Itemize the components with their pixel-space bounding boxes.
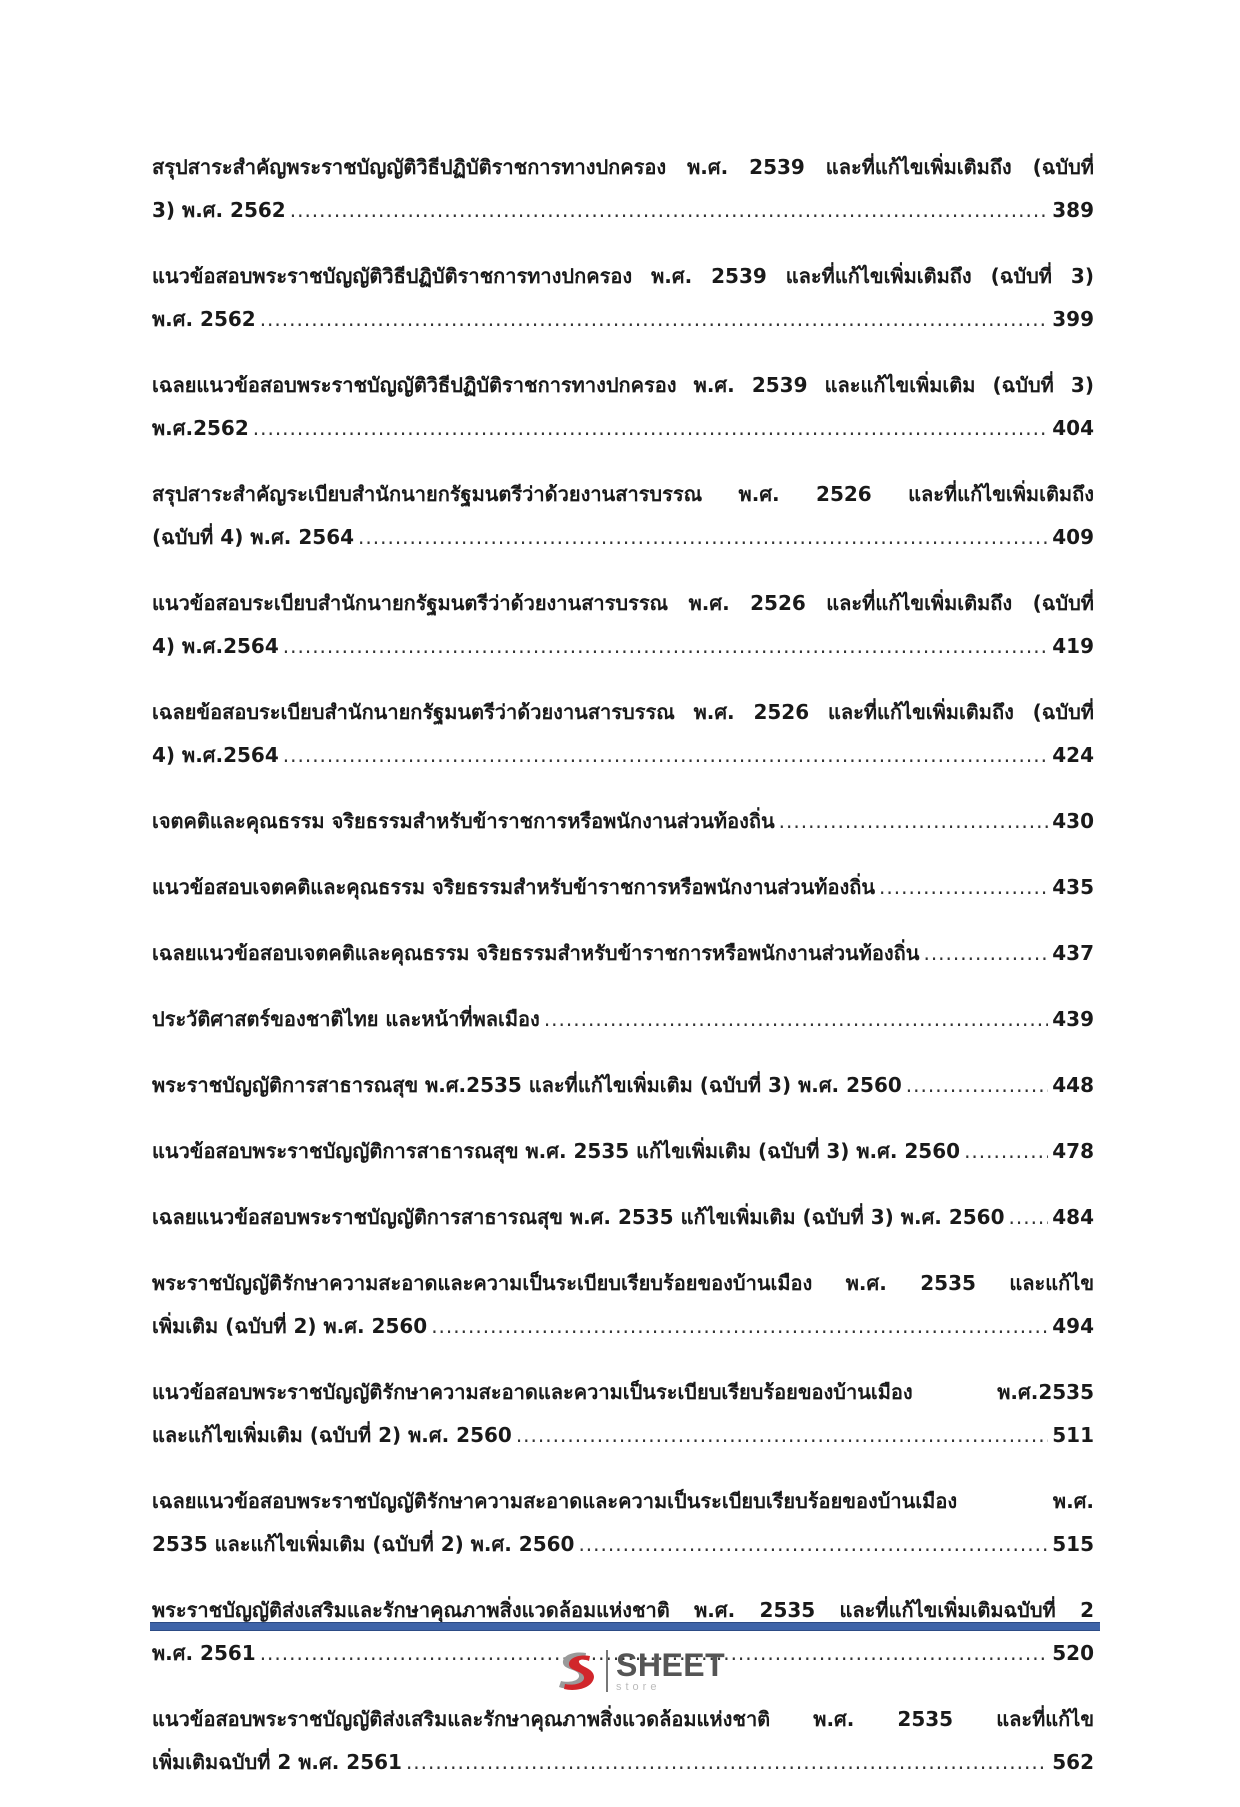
toc-entry-title: เฉลยข้อสอบระเบียบสำนักนายกรัฐมนตรีว่าด้วยงานสารบรรณ พ.ศ. 2526 และที่แก้ไขเพิ่มเติมถึง (ฉบับที่ <box>152 700 1094 724</box>
sheet-store-logo <box>552 1645 725 1697</box>
logo-subtitle: store <box>616 1681 661 1693</box>
toc-entry-title: แนวข้อสอบระเบียบสำนักนายกรัฐมนตรีว่าด้วยงานสารบรรณ พ.ศ. 2526 และที่แก้ไขเพิ่มเติมถึง (ฉบับที่ <box>152 591 1094 615</box>
toc-entry-title: พระราชบัญญัติการสาธารณสุข พ.ศ.2535 และที่แก้ไขเพิ่มเติม (ฉบับที่ 3) พ.ศ. 2560 <box>152 1073 902 1097</box>
toc-entry[interactable] <box>152 1371 1094 1457</box>
toc-entry-title-cont: พ.ศ.2562 <box>152 416 249 440</box>
leader-dots <box>879 866 1048 909</box>
toc-entry-title: แนวข้อสอบพระราชบัญญัติส่งเสริมและรักษาคุณภาพสิ่งแวดล้อมแห่งชาติ พ.ศ. 2535 และที่แก้ไข <box>152 1707 1094 1731</box>
leader-dots <box>431 1305 1048 1348</box>
logo-wordmark: SHEET <box>616 1647 726 1683</box>
toc-entry-title: ประวัติศาสตร์ของชาติไทย และหน้าที่พลเมือง <box>152 1007 540 1031</box>
toc-entry-title: เฉลยแนวข้อสอบพระราชบัญญัติการสาธารณสุข พ.ศ. 2535 แก้ไขเพิ่มเติม (ฉบับที่ 3) พ.ศ. 2560 <box>152 1205 1005 1229</box>
leader-dots <box>779 800 1049 843</box>
leader-dots <box>260 298 1049 341</box>
toc-page-number: 439 <box>1052 1007 1094 1031</box>
logo-text <box>616 1649 725 1693</box>
toc-entry[interactable] <box>152 1196 1094 1239</box>
toc-page-number: 399 <box>1052 307 1094 331</box>
toc-page-number: 515 <box>1052 1532 1094 1556</box>
toc-entry-title: แนวข้อสอบพระราชบัญญัติรักษาความสะอาดและความเป็นระเบียบเรียบร้อยของบ้านเมือง พ.ศ.2535 <box>152 1380 1094 1404</box>
toc-entry-title-cont: เพิ่มเติม (ฉบับที่ 2) พ.ศ. 2560 <box>152 1314 428 1338</box>
toc-entry-title: เจตคติและคุณธรรม จริยธรรมสำหรับข้าราชการหรือพนักงานส่วนท้องถิ่น <box>152 809 775 833</box>
toc-page-number: 430 <box>1052 809 1094 833</box>
toc-page-number: 520 <box>1052 1641 1094 1665</box>
toc-entry-title: เฉลยแนวข้อสอบพระราชบัญญัติวิธีปฏิบัติราชการทางปกครอง พ.ศ. 2539 และแก้ไขเพิ่มเติม (ฉบับที่ 3) <box>152 373 1094 397</box>
toc-entry[interactable] <box>152 146 1094 232</box>
toc-entry-title: พระราชบัญญัติส่งเสริมและรักษาคุณภาพสิ่งแวดล้อมแห่งชาติ พ.ศ. 2535 และที่แก้ไขเพิ่มเติมฉบับที่ 2 <box>152 1598 1094 1622</box>
toc-entry[interactable] <box>152 255 1094 341</box>
leader-dots <box>964 1130 1048 1173</box>
toc-entry-title: แนวข้อสอบพระราชบัญญัติวิธีปฏิบัติราชการทางปกครอง พ.ศ. 2539 และที่แก้ไขเพิ่มเติมถึง (ฉบับที่ 3) <box>152 264 1094 288</box>
leader-dots <box>578 1523 1048 1566</box>
toc-entry[interactable] <box>152 1130 1094 1173</box>
toc-entry-title: เฉลยแนวข้อสอบพระราชบัญญัติรักษาความสะอาดและความเป็นระเบียบเรียบร้อยของบ้านเมือง พ.ศ. <box>152 1489 1094 1513</box>
logo-separator <box>606 1650 608 1692</box>
toc-entry-title-cont: พ.ศ. 2561 <box>152 1641 256 1665</box>
toc-page-number: 409 <box>1052 525 1094 549</box>
toc-entry[interactable] <box>152 691 1094 777</box>
toc-page-number: 484 <box>1052 1205 1094 1229</box>
footer-rule <box>150 1622 1100 1631</box>
leader-dots <box>516 1414 1048 1457</box>
toc-entry-title-cont: (ฉบับที่ 4) พ.ศ. 2564 <box>152 525 355 549</box>
leader-dots <box>283 734 1048 777</box>
toc-entry-title: แนวข้อสอบเจตคติและคุณธรรม จริยธรรมสำหรับข้าราชการหรือพนักงานส่วนท้องถิ่น <box>152 875 876 899</box>
toc-page-number: 494 <box>1052 1314 1094 1338</box>
toc-entry-title: แนวข้อสอบพระราชบัญญัติการสาธารณสุข พ.ศ. 2535 แก้ไขเพิ่มเติม (ฉบับที่ 3) พ.ศ. 2560 <box>152 1139 961 1163</box>
toc-entry-title-cont: และแก้ไขเพิ่มเติม (ฉบับที่ 2) พ.ศ. 2560 <box>152 1423 512 1447</box>
toc-page-number: 478 <box>1052 1139 1094 1163</box>
leader-dots <box>544 998 1048 1041</box>
toc-entry-title-cont: 3) พ.ศ. 2562 <box>152 198 286 222</box>
toc-page-number: 404 <box>1052 416 1094 440</box>
toc-page-number: 437 <box>1052 941 1094 965</box>
toc-entry-title-cont: 4) พ.ศ.2564 <box>152 743 279 767</box>
leader-dots <box>1009 1196 1049 1239</box>
sheet-store-logo-icon <box>552 1647 600 1695</box>
toc-entry[interactable] <box>152 932 1094 975</box>
toc-entry[interactable] <box>152 998 1094 1041</box>
toc-page-number: 424 <box>1052 743 1094 767</box>
toc-entry[interactable] <box>152 1480 1094 1566</box>
toc-entry-title-cont: 2535 และแก้ไขเพิ่มเติม (ฉบับที่ 2) พ.ศ. 2560 <box>152 1532 575 1556</box>
leader-dots <box>253 407 1049 450</box>
toc-entry[interactable] <box>152 473 1094 559</box>
toc-entry-title: เฉลยแนวข้อสอบเจตคติและคุณธรรม จริยธรรมสำหรับข้าราชการหรือพนักงานส่วนท้องถิ่น <box>152 941 920 965</box>
leader-dots <box>283 625 1048 668</box>
toc-entry[interactable] <box>152 1262 1094 1348</box>
toc-entry[interactable] <box>152 582 1094 668</box>
toc-page-number: 448 <box>1052 1073 1094 1097</box>
toc-page-number: 389 <box>1052 198 1094 222</box>
toc-page-number: 562 <box>1052 1750 1094 1774</box>
leader-dots <box>923 932 1048 975</box>
toc-entry-title: สรุปสาระสำคัญพระราชบัญญัติวิธีปฏิบัติราชการทางปกครอง พ.ศ. 2539 และที่แก้ไขเพิ่มเติมถึง (ฉบับที่ <box>152 155 1094 179</box>
toc-entry-title-cont: 4) พ.ศ.2564 <box>152 634 279 658</box>
toc-page-number: 419 <box>1052 634 1094 658</box>
toc-entry[interactable] <box>152 800 1094 843</box>
toc-page-number: 511 <box>1052 1423 1094 1447</box>
toc-entry[interactable] <box>152 1698 1094 1784</box>
leader-dots <box>358 516 1048 559</box>
leader-dots <box>906 1064 1048 1107</box>
toc-entry-title-cont: เพิ่มเติมฉบับที่ 2 พ.ศ. 2561 <box>152 1750 402 1774</box>
leader-dots <box>406 1741 1048 1784</box>
toc-entry-title: พระราชบัญญัติรักษาความสะอาดและความเป็นระเบียบเรียบร้อยของบ้านเมือง พ.ศ. 2535 และแก้ไข <box>152 1271 1094 1295</box>
toc-page-number: 435 <box>1052 875 1094 899</box>
toc-entry-title: สรุปสาระสำคัญระเบียบสำนักนายกรัฐมนตรีว่าด้วยงานสารบรรณ พ.ศ. 2526 และที่แก้ไขเพิ่มเติมถึง <box>152 482 1094 506</box>
toc-entry[interactable] <box>152 364 1094 450</box>
toc-entry[interactable] <box>152 1064 1094 1107</box>
table-of-contents <box>152 146 1094 1807</box>
toc-entry-title-cont: พ.ศ. 2562 <box>152 307 256 331</box>
toc-entry[interactable] <box>152 866 1094 909</box>
leader-dots <box>290 189 1049 232</box>
